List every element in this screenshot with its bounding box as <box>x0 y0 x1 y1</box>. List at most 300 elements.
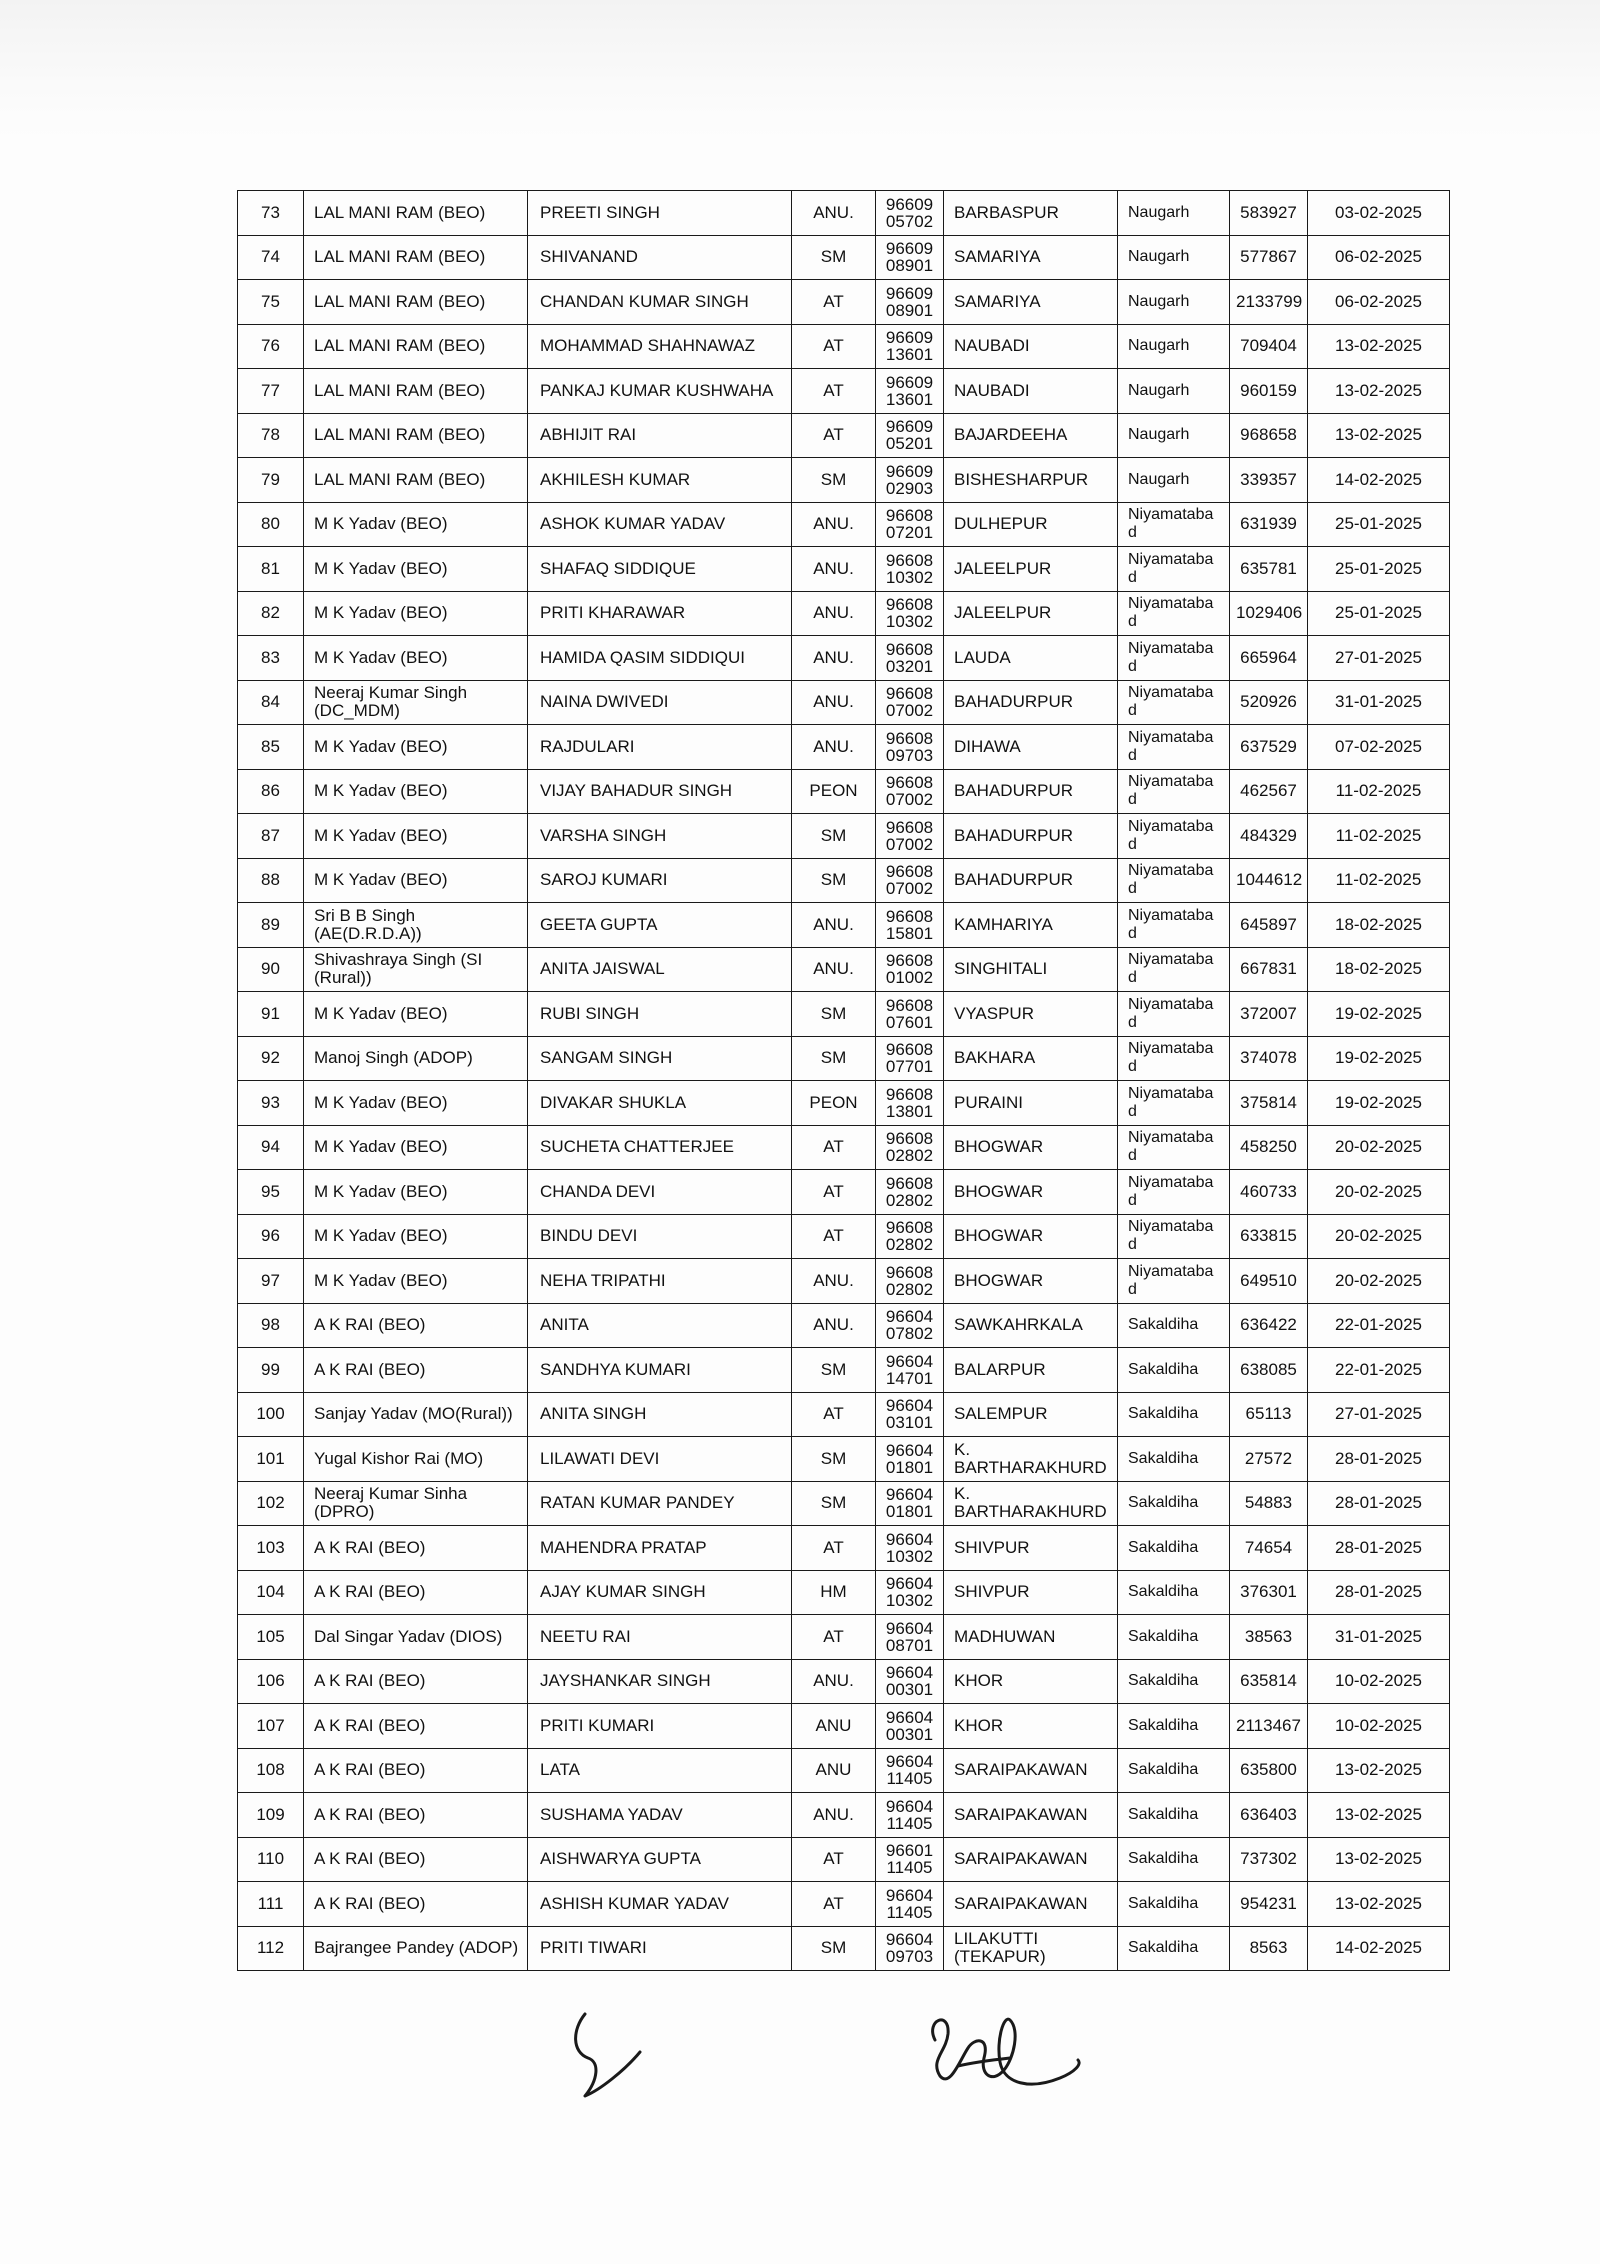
block-name-cell: Naugarh <box>1118 191 1230 236</box>
block-name-cell: Sakaldiha <box>1118 1481 1230 1526</box>
school-code-cell: 96608 07002 <box>876 858 944 903</box>
inspection-date-cell: 25-01-2025 <box>1308 591 1450 636</box>
table-row <box>238 1748 1450 1793</box>
reference-number-cell: 460733 <box>1230 1170 1308 1215</box>
serial-number-cell: 109 <box>238 1793 304 1838</box>
block-name-cell: Niyamataba d <box>1118 1259 1230 1304</box>
table-row <box>238 1481 1450 1526</box>
school-code-cell: 96609 13601 <box>876 324 944 369</box>
school-name-cell: BAHADURPUR <box>944 858 1118 903</box>
block-name-cell: Sakaldiha <box>1118 1659 1230 1704</box>
school-name-cell: BALARPUR <box>944 1348 1118 1393</box>
inspection-date-cell: 13-02-2025 <box>1308 413 1450 458</box>
block-name-cell: Sakaldiha <box>1118 1348 1230 1393</box>
serial-number-cell: 97 <box>238 1259 304 1304</box>
school-name-cell: BAJARDEEHA <box>944 413 1118 458</box>
serial-number-cell: 91 <box>238 992 304 1037</box>
inspecting-officer-cell: M K Yadav (BEO) <box>304 992 528 1037</box>
designation-cell: ANU. <box>792 1303 876 1348</box>
reference-number-cell: 65113 <box>1230 1392 1308 1437</box>
reference-number-cell: 637529 <box>1230 725 1308 770</box>
reference-number-cell: 633815 <box>1230 1214 1308 1259</box>
employee-name-cell: RATAN KUMAR PANDEY <box>528 1481 792 1526</box>
reference-number-cell: 54883 <box>1230 1481 1308 1526</box>
employee-name-cell: NEHA TRIPATHI <box>528 1259 792 1304</box>
employee-name-cell: ANITA <box>528 1303 792 1348</box>
school-code-cell: 96608 10302 <box>876 547 944 592</box>
designation-cell: AT <box>792 369 876 414</box>
school-name-cell: PURAINI <box>944 1081 1118 1126</box>
inspecting-officer-cell: M K Yadav (BEO) <box>304 725 528 770</box>
designation-cell: ANU. <box>792 547 876 592</box>
inspecting-officer-cell: LAL MANI RAM (BEO) <box>304 324 528 369</box>
block-name-cell: Sakaldiha <box>1118 1704 1230 1749</box>
inspection-date-cell: 20-02-2025 <box>1308 1125 1450 1170</box>
school-name-cell: JALEELPUR <box>944 591 1118 636</box>
employee-name-cell: MAHENDRA PRATAP <box>528 1526 792 1571</box>
designation-cell: AT <box>792 1392 876 1437</box>
designation-cell: ANU. <box>792 947 876 992</box>
employee-name-cell: PREETI SINGH <box>528 191 792 236</box>
serial-number-cell: 107 <box>238 1704 304 1749</box>
block-name-cell: Naugarh <box>1118 235 1230 280</box>
employee-name-cell: PRITI KUMARI <box>528 1704 792 1749</box>
block-name-cell: Sakaldiha <box>1118 1793 1230 1838</box>
reference-number-cell: 960159 <box>1230 369 1308 414</box>
school-name-cell: BARBASPUR <box>944 191 1118 236</box>
reference-number-cell: 577867 <box>1230 235 1308 280</box>
records-table <box>237 190 1450 1971</box>
table-row <box>238 235 1450 280</box>
employee-name-cell: MOHAMMAD SHAHNAWAZ <box>528 324 792 369</box>
school-name-cell: SINGHITALI <box>944 947 1118 992</box>
school-name-cell: K. BARTHARAKHURD <box>944 1437 1118 1482</box>
block-name-cell: Naugarh <box>1118 280 1230 325</box>
serial-number-cell: 102 <box>238 1481 304 1526</box>
reference-number-cell: 339357 <box>1230 458 1308 503</box>
employee-name-cell: ASHOK KUMAR YADAV <box>528 502 792 547</box>
serial-number-cell: 79 <box>238 458 304 503</box>
table-row <box>238 903 1450 948</box>
inspection-date-cell: 13-02-2025 <box>1308 1882 1450 1927</box>
school-code-cell: 96604 10302 <box>876 1570 944 1615</box>
block-name-cell: Niyamataba d <box>1118 903 1230 948</box>
designation-cell: SM <box>792 992 876 1037</box>
employee-name-cell: HAMIDA QASIM SIDDIQUI <box>528 636 792 681</box>
reference-number-cell: 376301 <box>1230 1570 1308 1615</box>
serial-number-cell: 89 <box>238 903 304 948</box>
school-code-cell: 96604 11405 <box>876 1882 944 1927</box>
reference-number-cell: 667831 <box>1230 947 1308 992</box>
reference-number-cell: 636403 <box>1230 1793 1308 1838</box>
inspection-date-cell: 11-02-2025 <box>1308 769 1450 814</box>
serial-number-cell: 110 <box>238 1837 304 1882</box>
school-name-cell: LILAKUTTI (TEKAPUR) <box>944 1926 1118 1971</box>
inspection-date-cell: 11-02-2025 <box>1308 858 1450 903</box>
serial-number-cell: 103 <box>238 1526 304 1571</box>
table-row <box>238 1526 1450 1571</box>
table-row <box>238 1837 1450 1882</box>
block-name-cell: Niyamataba d <box>1118 858 1230 903</box>
block-name-cell: Sakaldiha <box>1118 1392 1230 1437</box>
school-code-cell: 96608 02802 <box>876 1125 944 1170</box>
school-name-cell: VYASPUR <box>944 992 1118 1037</box>
inspection-date-cell: 22-01-2025 <box>1308 1303 1450 1348</box>
handwritten-signature-left <box>576 2014 640 2096</box>
table-row <box>238 547 1450 592</box>
serial-number-cell: 73 <box>238 191 304 236</box>
inspection-date-cell: 10-02-2025 <box>1308 1704 1450 1749</box>
records-table-wrapper <box>237 190 1449 1971</box>
employee-name-cell: VIJAY BAHADUR SINGH <box>528 769 792 814</box>
school-code-cell: 96604 08701 <box>876 1615 944 1660</box>
school-code-cell: 96601 11405 <box>876 1837 944 1882</box>
serial-number-cell: 100 <box>238 1392 304 1437</box>
reference-number-cell: 649510 <box>1230 1259 1308 1304</box>
school-code-cell: 96608 09703 <box>876 725 944 770</box>
employee-name-cell: AKHILESH KUMAR <box>528 458 792 503</box>
inspecting-officer-cell: Neeraj Kumar Sinha (DPRO) <box>304 1481 528 1526</box>
school-name-cell: SHIVPUR <box>944 1526 1118 1571</box>
school-code-cell: 96604 11405 <box>876 1793 944 1838</box>
serial-number-cell: 90 <box>238 947 304 992</box>
reference-number-cell: 27572 <box>1230 1437 1308 1482</box>
reference-number-cell: 2113467 <box>1230 1704 1308 1749</box>
inspection-date-cell: 13-02-2025 <box>1308 1793 1450 1838</box>
school-code-cell: 96608 07002 <box>876 769 944 814</box>
employee-name-cell: NAINA DWIVEDI <box>528 680 792 725</box>
inspecting-officer-cell: M K Yadav (BEO) <box>304 591 528 636</box>
reference-number-cell: 458250 <box>1230 1125 1308 1170</box>
school-code-cell: 96608 03201 <box>876 636 944 681</box>
school-name-cell: BAHADURPUR <box>944 814 1118 859</box>
inspection-date-cell: 03-02-2025 <box>1308 191 1450 236</box>
school-name-cell: SAMARIYA <box>944 280 1118 325</box>
inspection-date-cell: 20-02-2025 <box>1308 1214 1450 1259</box>
reference-number-cell: 968658 <box>1230 413 1308 458</box>
block-name-cell: Niyamataba d <box>1118 591 1230 636</box>
inspecting-officer-cell: A K RAI (BEO) <box>304 1882 528 1927</box>
reference-number-cell: 1044612 <box>1230 858 1308 903</box>
inspecting-officer-cell: M K Yadav (BEO) <box>304 858 528 903</box>
designation-cell: ANU. <box>792 903 876 948</box>
block-name-cell: Niyamataba d <box>1118 636 1230 681</box>
block-name-cell: Naugarh <box>1118 369 1230 414</box>
block-name-cell: Sakaldiha <box>1118 1882 1230 1927</box>
school-code-cell: 96609 08901 <box>876 235 944 280</box>
inspection-date-cell: 18-02-2025 <box>1308 903 1450 948</box>
school-name-cell: DULHEPUR <box>944 502 1118 547</box>
serial-number-cell: 108 <box>238 1748 304 1793</box>
school-name-cell: BHOGWAR <box>944 1214 1118 1259</box>
designation-cell: HM <box>792 1570 876 1615</box>
reference-number-cell: 462567 <box>1230 769 1308 814</box>
school-code-cell: 96609 05702 <box>876 191 944 236</box>
block-name-cell: Niyamataba d <box>1118 1081 1230 1126</box>
school-name-cell: SALEMPUR <box>944 1392 1118 1437</box>
serial-number-cell: 104 <box>238 1570 304 1615</box>
inspecting-officer-cell: A K RAI (BEO) <box>304 1748 528 1793</box>
designation-cell: PEON <box>792 769 876 814</box>
serial-number-cell: 75 <box>238 280 304 325</box>
table-row <box>238 324 1450 369</box>
serial-number-cell: 96 <box>238 1214 304 1259</box>
school-code-cell: 96608 15801 <box>876 903 944 948</box>
inspection-date-cell: 18-02-2025 <box>1308 947 1450 992</box>
designation-cell: SM <box>792 458 876 503</box>
school-name-cell: KAMHARIYA <box>944 903 1118 948</box>
school-code-cell: 96609 13601 <box>876 369 944 414</box>
school-name-cell: BISHESHARPUR <box>944 458 1118 503</box>
inspection-date-cell: 13-02-2025 <box>1308 324 1450 369</box>
table-row <box>238 680 1450 725</box>
reference-number-cell: 709404 <box>1230 324 1308 369</box>
reference-number-cell: 665964 <box>1230 636 1308 681</box>
block-name-cell: Sakaldiha <box>1118 1437 1230 1482</box>
school-name-cell: KHOR <box>944 1704 1118 1749</box>
block-name-cell: Sakaldiha <box>1118 1926 1230 1971</box>
inspecting-officer-cell: Manoj Singh (ADOP) <box>304 1036 528 1081</box>
inspecting-officer-cell: LAL MANI RAM (BEO) <box>304 280 528 325</box>
inspecting-officer-cell: M K Yadav (BEO) <box>304 547 528 592</box>
block-name-cell: Niyamataba d <box>1118 1170 1230 1215</box>
reference-number-cell: 375814 <box>1230 1081 1308 1126</box>
inspection-date-cell: 28-01-2025 <box>1308 1526 1450 1571</box>
school-name-cell: K. BARTHARAKHURD <box>944 1481 1118 1526</box>
inspection-date-cell: 20-02-2025 <box>1308 1170 1450 1215</box>
inspecting-officer-cell: LAL MANI RAM (BEO) <box>304 191 528 236</box>
employee-name-cell: SHAFAQ SIDDIQUE <box>528 547 792 592</box>
school-code-cell: 96608 10302 <box>876 591 944 636</box>
serial-number-cell: 92 <box>238 1036 304 1081</box>
block-name-cell: Niyamataba d <box>1118 502 1230 547</box>
inspecting-officer-cell: A K RAI (BEO) <box>304 1793 528 1838</box>
inspection-date-cell: 07-02-2025 <box>1308 725 1450 770</box>
designation-cell: AT <box>792 1837 876 1882</box>
designation-cell: AT <box>792 1214 876 1259</box>
school-name-cell: BHOGWAR <box>944 1259 1118 1304</box>
table-row <box>238 769 1450 814</box>
school-name-cell: SHIVPUR <box>944 1570 1118 1615</box>
inspecting-officer-cell: M K Yadav (BEO) <box>304 769 528 814</box>
inspection-date-cell: 28-01-2025 <box>1308 1570 1450 1615</box>
serial-number-cell: 87 <box>238 814 304 859</box>
inspecting-officer-cell: A K RAI (BEO) <box>304 1659 528 1704</box>
inspection-date-cell: 06-02-2025 <box>1308 235 1450 280</box>
inspecting-officer-cell: Sanjay Yadav (MO(Rural)) <box>304 1392 528 1437</box>
designation-cell: AT <box>792 1615 876 1660</box>
block-name-cell: Naugarh <box>1118 413 1230 458</box>
table-row <box>238 1882 1450 1927</box>
table-row <box>238 1214 1450 1259</box>
table-row <box>238 458 1450 503</box>
inspection-date-cell: 13-02-2025 <box>1308 1837 1450 1882</box>
employee-name-cell: SUSHAMA YADAV <box>528 1793 792 1838</box>
designation-cell: AT <box>792 1170 876 1215</box>
reference-number-cell: 638085 <box>1230 1348 1308 1393</box>
designation-cell: AT <box>792 1882 876 1927</box>
school-name-cell: SARAIPAKAWAN <box>944 1748 1118 1793</box>
school-code-cell: 96604 01801 <box>876 1481 944 1526</box>
block-name-cell: Naugarh <box>1118 324 1230 369</box>
school-code-cell: 96609 05201 <box>876 413 944 458</box>
inspecting-officer-cell: Sri B B Singh (AE(D.R.D.A)) <box>304 903 528 948</box>
designation-cell: SM <box>792 814 876 859</box>
employee-name-cell: SHIVANAND <box>528 235 792 280</box>
school-code-cell: 96608 13801 <box>876 1081 944 1126</box>
serial-number-cell: 85 <box>238 725 304 770</box>
school-code-cell: 96608 01002 <box>876 947 944 992</box>
school-code-cell: 96609 08901 <box>876 280 944 325</box>
school-code-cell: 96608 07601 <box>876 992 944 1037</box>
table-row <box>238 280 1450 325</box>
inspecting-officer-cell: LAL MANI RAM (BEO) <box>304 369 528 414</box>
inspecting-officer-cell: A K RAI (BEO) <box>304 1570 528 1615</box>
school-code-cell: 96604 00301 <box>876 1659 944 1704</box>
block-name-cell: Sakaldiha <box>1118 1526 1230 1571</box>
employee-name-cell: SANGAM SINGH <box>528 1036 792 1081</box>
designation-cell: ANU. <box>792 502 876 547</box>
reference-number-cell: 374078 <box>1230 1036 1308 1081</box>
table-row <box>238 1303 1450 1348</box>
inspection-date-cell: 25-01-2025 <box>1308 547 1450 592</box>
school-code-cell: 96604 07802 <box>876 1303 944 1348</box>
table-row <box>238 413 1450 458</box>
reference-number-cell: 8563 <box>1230 1926 1308 1971</box>
inspection-date-cell: 31-01-2025 <box>1308 1615 1450 1660</box>
table-row <box>238 1437 1450 1482</box>
serial-number-cell: 94 <box>238 1125 304 1170</box>
school-name-cell: SARAIPAKAWAN <box>944 1882 1118 1927</box>
reference-number-cell: 2133799 <box>1230 280 1308 325</box>
table-row <box>238 1570 1450 1615</box>
inspecting-officer-cell: A K RAI (BEO) <box>304 1704 528 1749</box>
block-name-cell: Niyamataba d <box>1118 1036 1230 1081</box>
employee-name-cell: NEETU RAI <box>528 1615 792 1660</box>
employee-name-cell: CHANDA DEVI <box>528 1170 792 1215</box>
school-code-cell: 96608 02802 <box>876 1214 944 1259</box>
signature-area <box>0 2000 1600 2120</box>
employee-name-cell: ANITA JAISWAL <box>528 947 792 992</box>
inspection-date-cell: 14-02-2025 <box>1308 458 1450 503</box>
inspecting-officer-cell: M K Yadav (BEO) <box>304 1259 528 1304</box>
inspection-date-cell: 19-02-2025 <box>1308 1036 1450 1081</box>
school-code-cell: 96608 07002 <box>876 814 944 859</box>
school-name-cell: DIHAWA <box>944 725 1118 770</box>
school-name-cell: KHOR <box>944 1659 1118 1704</box>
school-name-cell: LAUDA <box>944 636 1118 681</box>
inspecting-officer-cell: LAL MANI RAM (BEO) <box>304 235 528 280</box>
school-name-cell: NAUBADI <box>944 369 1118 414</box>
inspecting-officer-cell: Yugal Kishor Rai (MO) <box>304 1437 528 1482</box>
serial-number-cell: 74 <box>238 235 304 280</box>
inspecting-officer-cell: A K RAI (BEO) <box>304 1348 528 1393</box>
school-name-cell: SAMARIYA <box>944 235 1118 280</box>
inspecting-officer-cell: M K Yadav (BEO) <box>304 1170 528 1215</box>
block-name-cell: Sakaldiha <box>1118 1303 1230 1348</box>
inspection-date-cell: 10-02-2025 <box>1308 1659 1450 1704</box>
table-row <box>238 1036 1450 1081</box>
designation-cell: ANU. <box>792 1793 876 1838</box>
inspecting-officer-cell: M K Yadav (BEO) <box>304 1125 528 1170</box>
block-name-cell: Niyamataba d <box>1118 769 1230 814</box>
reference-number-cell: 954231 <box>1230 1882 1308 1927</box>
serial-number-cell: 88 <box>238 858 304 903</box>
employee-name-cell: ANITA SINGH <box>528 1392 792 1437</box>
block-name-cell: Naugarh <box>1118 458 1230 503</box>
designation-cell: PEON <box>792 1081 876 1126</box>
inspecting-officer-cell: Dal Singar Yadav (DIOS) <box>304 1615 528 1660</box>
designation-cell: ANU. <box>792 725 876 770</box>
handwritten-signature-right <box>933 2019 1079 2084</box>
serial-number-cell: 95 <box>238 1170 304 1215</box>
serial-number-cell: 105 <box>238 1615 304 1660</box>
employee-name-cell: SANDHYA KUMARI <box>528 1348 792 1393</box>
block-name-cell: Niyamataba d <box>1118 680 1230 725</box>
designation-cell: ANU. <box>792 636 876 681</box>
table-row <box>238 992 1450 1037</box>
reference-number-cell: 635814 <box>1230 1659 1308 1704</box>
inspecting-officer-cell: Bajrangee Pandey (ADOP) <box>304 1926 528 1971</box>
inspecting-officer-cell: M K Yadav (BEO) <box>304 1081 528 1126</box>
inspection-date-cell: 19-02-2025 <box>1308 1081 1450 1126</box>
employee-name-cell: CHANDAN KUMAR SINGH <box>528 280 792 325</box>
serial-number-cell: 98 <box>238 1303 304 1348</box>
employee-name-cell: RAJDULARI <box>528 725 792 770</box>
inspection-date-cell: 28-01-2025 <box>1308 1437 1450 1482</box>
reference-number-cell: 74654 <box>1230 1526 1308 1571</box>
reference-number-cell: 1029406 <box>1230 591 1308 636</box>
employee-name-cell: SUCHETA CHATTERJEE <box>528 1125 792 1170</box>
school-code-cell: 96608 07701 <box>876 1036 944 1081</box>
school-name-cell: NAUBADI <box>944 324 1118 369</box>
school-code-cell: 96608 07002 <box>876 680 944 725</box>
serial-number-cell: 81 <box>238 547 304 592</box>
table-row <box>238 1259 1450 1304</box>
designation-cell: AT <box>792 280 876 325</box>
school-code-cell: 96604 00301 <box>876 1704 944 1749</box>
block-name-cell: Sakaldiha <box>1118 1837 1230 1882</box>
school-name-cell: SAWKAHRKALA <box>944 1303 1118 1348</box>
table-row <box>238 1125 1450 1170</box>
designation-cell: ANU. <box>792 191 876 236</box>
employee-name-cell: ASHISH KUMAR YADAV <box>528 1882 792 1927</box>
school-name-cell: SARAIPAKAWAN <box>944 1837 1118 1882</box>
employee-name-cell: JAYSHANKAR SINGH <box>528 1659 792 1704</box>
block-name-cell: Niyamataba d <box>1118 725 1230 770</box>
inspecting-officer-cell: A K RAI (BEO) <box>304 1526 528 1571</box>
inspection-date-cell: 14-02-2025 <box>1308 1926 1450 1971</box>
inspecting-officer-cell: A K RAI (BEO) <box>304 1837 528 1882</box>
inspecting-officer-cell: Shivashraya Singh (SI (Rural)) <box>304 947 528 992</box>
inspecting-officer-cell: M K Yadav (BEO) <box>304 1214 528 1259</box>
inspection-date-cell: 19-02-2025 <box>1308 992 1450 1037</box>
table-row <box>238 1704 1450 1749</box>
reference-number-cell: 636422 <box>1230 1303 1308 1348</box>
designation-cell: SM <box>792 235 876 280</box>
employee-name-cell: VARSHA SINGH <box>528 814 792 859</box>
employee-name-cell: AJAY KUMAR SINGH <box>528 1570 792 1615</box>
table-row <box>238 369 1450 414</box>
serial-number-cell: 112 <box>238 1926 304 1971</box>
serial-number-cell: 99 <box>238 1348 304 1393</box>
inspection-date-cell: 28-01-2025 <box>1308 1481 1450 1526</box>
reference-number-cell: 737302 <box>1230 1837 1308 1882</box>
employee-name-cell: PRITI TIWARI <box>528 1926 792 1971</box>
table-row <box>238 725 1450 770</box>
table-row <box>238 1793 1450 1838</box>
table-row <box>238 1926 1450 1971</box>
